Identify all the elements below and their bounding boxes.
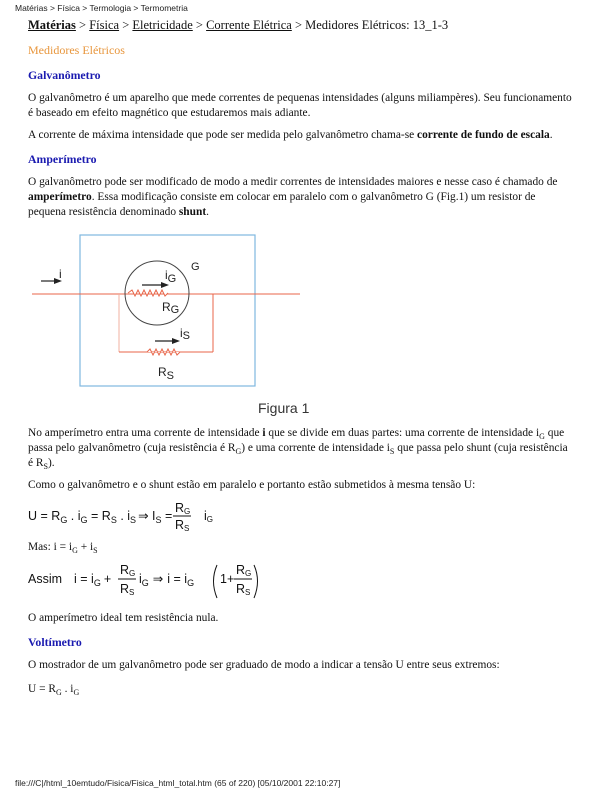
label-ig-main: i — [165, 268, 168, 282]
eq2-part: R — [120, 582, 130, 596]
eq2-sub: G — [187, 578, 195, 588]
eq2-part: R — [120, 563, 130, 577]
eq1-left — [28, 509, 172, 525]
label-rg-sub: G — [170, 304, 180, 316]
arrow-is-head — [172, 338, 180, 344]
eq1-sub: S — [110, 515, 117, 525]
paragraph-voltimetro: O mostrador de um galvanômetro pode ser graduado de modo a indicar a tensão U entre seus extremos: — [28, 659, 500, 671]
bold-term: corrente de fundo de escala — [417, 129, 550, 141]
label-rs — [158, 365, 174, 382]
section-title: Medidores Elétricos — [28, 43, 125, 57]
label-rg — [162, 300, 179, 316]
eq1-denominator — [175, 518, 189, 532]
eq2-numerator — [120, 563, 135, 578]
eq2-sub: G — [93, 578, 101, 588]
paragraph-paralelo: Como o galvanômetro e o shunt estão em paralelo e portanto estão submetidos à mesma tensão U: — [28, 479, 476, 491]
breadcrumb-link-eletricidade[interactable]: Eletricidade — [132, 18, 193, 32]
subscript: G — [235, 447, 242, 456]
equation-1-graphic — [28, 500, 268, 532]
eq2-part: i = i — [167, 572, 188, 586]
paragraph-corrente-divide — [28, 426, 573, 471]
page-footer: file:///C|/html_10emtudo/Fisica/Fisica_html_total.htm (65 of 220) [05/10/2001 22:10:27] — [15, 778, 341, 788]
text: que passa pelo galvanômetro (cuja resistência é R — [28, 427, 565, 454]
eq1-part: . i — [116, 509, 131, 523]
paragraph-amperimetro-ideal: O amperímetro ideal tem resistência nula. — [28, 612, 219, 624]
eq1-sub: G — [60, 515, 68, 525]
eq2-mid — [139, 572, 194, 588]
breadcrumb-link-fisica[interactable]: Física — [89, 18, 120, 32]
breadcrumb-separator: > — [79, 18, 87, 32]
heading-galvanometro: Galvanômetro — [28, 68, 101, 82]
text: U = R — [28, 683, 56, 695]
figure-caption: Figura 1 — [258, 400, 310, 416]
resistor-rs — [147, 349, 180, 355]
paragraph-galvanometro-intro: O galvanômetro é um aparelho que mede correntes de pequenas intensidades (alguns miliampères). Seu funcionamento é baseado em efeito magnético que estudaremos mais adiante. — [28, 92, 572, 119]
eq1-part: R — [175, 518, 185, 532]
eq1-part: R — [175, 501, 185, 515]
eq1-sub: G — [184, 507, 191, 516]
eq2-sub: G — [141, 578, 149, 588]
text: . — [549, 129, 553, 141]
eq2-part: i — [139, 572, 142, 586]
label-ig — [165, 268, 176, 285]
breadcrumb-separator: > — [294, 18, 302, 32]
label-rs-sub: S — [166, 370, 175, 382]
bold-term: shunt — [178, 206, 207, 218]
subscript: G — [73, 688, 80, 697]
text: Mas: i = i — [28, 541, 73, 553]
page-header-path: Matérias > Física > Termologia > Termometria — [15, 3, 188, 13]
bold-term: i — [262, 427, 266, 439]
eq2-numerator-2 — [236, 563, 251, 578]
eq2-part: R — [236, 582, 246, 596]
paragraph-fundo-de-escala — [28, 128, 573, 143]
breadcrumb — [28, 17, 573, 33]
equation-tensao — [28, 500, 573, 532]
equation-voltimetro — [28, 682, 573, 697]
heading-amperimetro: Amperímetro — [28, 152, 97, 166]
breadcrumb-separator: > — [122, 18, 130, 32]
subscript: S — [43, 462, 48, 471]
eq1-numerator — [175, 501, 190, 516]
subscript: S — [389, 447, 395, 456]
text: . — [206, 206, 209, 218]
label-g: G — [191, 261, 200, 273]
equation-2-graphic — [28, 559, 268, 603]
text: . Essa modificação consiste em colocar em paralelo com o galvanômetro G (Fig.1) um resistor de pequena resistência denominado — [28, 191, 536, 218]
subscript: G — [539, 432, 545, 441]
text: que passa pelo shunt (cuja resistência é R — [28, 442, 568, 469]
eq1-tail — [204, 509, 213, 524]
label-rg-main: R — [162, 300, 171, 314]
eq1-sub: S — [155, 515, 162, 525]
heading-voltimetro: Voltímetro — [28, 635, 82, 649]
eq1-part: . i — [67, 509, 81, 523]
eq1-sub: G — [206, 515, 214, 524]
eq2-sub: G — [129, 569, 136, 578]
subscript: S — [93, 546, 98, 555]
bold-term: amperímetro — [28, 191, 92, 203]
label-is-sub: S — [182, 330, 191, 342]
eq1-part: I — [148, 509, 156, 523]
circuit-diagram — [20, 230, 320, 422]
eq2-denominator-2 — [236, 582, 250, 597]
eq2-sub: G — [245, 569, 252, 578]
text: A corrente de máxima intensidade que pode ser medida pelo galvanômetro chama-se — [28, 129, 418, 141]
eq2-assim: Assim — [28, 572, 63, 586]
label-is — [180, 326, 190, 342]
eq1-implies: ⇒ — [138, 509, 149, 523]
breadcrumb-link-corrente-eletrica[interactable]: Corrente Elétrica — [206, 18, 292, 32]
eq1-part: U = R — [28, 509, 61, 523]
text: ). — [47, 457, 55, 469]
eq2-denominator — [120, 582, 134, 597]
breadcrumb-link-materias[interactable]: Matérias — [28, 18, 76, 32]
eq2-part: + — [103, 572, 112, 586]
equation-mas — [28, 540, 573, 555]
text: ) e uma corrente de intensidade i — [241, 442, 390, 454]
label-i: i — [59, 267, 62, 281]
breadcrumb-current: Medidores Elétricos: 13_1-3 — [305, 18, 449, 32]
eq2-left-paren — [214, 565, 218, 598]
figure-1-circuit — [20, 230, 320, 420]
document-content — [28, 17, 573, 704]
label-rs-main: R — [158, 365, 167, 379]
eq2-sub: S — [129, 588, 135, 597]
eq2-sub: S — [245, 588, 251, 597]
breadcrumb-separator: > — [195, 18, 203, 32]
eq2-right-paren — [254, 565, 258, 598]
eq1-sub: G — [80, 515, 88, 525]
text: O galvanômetro pode ser modificado de modo a medir correntes de intensidades maiores e nesse caso é chamado de — [28, 176, 558, 188]
eq2-implies: ⇒ — [152, 572, 164, 586]
eq1-part: = — [161, 509, 173, 523]
text: + i — [77, 541, 94, 553]
subscript: G — [55, 688, 62, 697]
eq2-part: i = i — [74, 572, 94, 586]
text: . i — [61, 683, 74, 695]
paragraph-amperimetro-intro — [28, 175, 573, 220]
eq1-sub: S — [130, 515, 137, 525]
text: que se divide em duas partes: uma corrente de intensidade i — [265, 427, 540, 439]
eq1-part: i — [204, 509, 207, 523]
resistor-rg — [128, 290, 168, 296]
eq2-one-plus: 1+ — [220, 572, 235, 586]
eq1-sub: S — [184, 524, 190, 532]
text: No amperímetro entra uma corrente de intensidade — [28, 427, 263, 439]
label-ig-sub: G — [167, 273, 177, 285]
eq2-lhs — [74, 572, 111, 588]
subscript: G — [72, 546, 78, 555]
equation-assim — [28, 559, 573, 603]
label-is-main: i — [180, 326, 183, 340]
eq2-part: R — [236, 563, 246, 577]
eq1-part: = R — [87, 509, 111, 523]
